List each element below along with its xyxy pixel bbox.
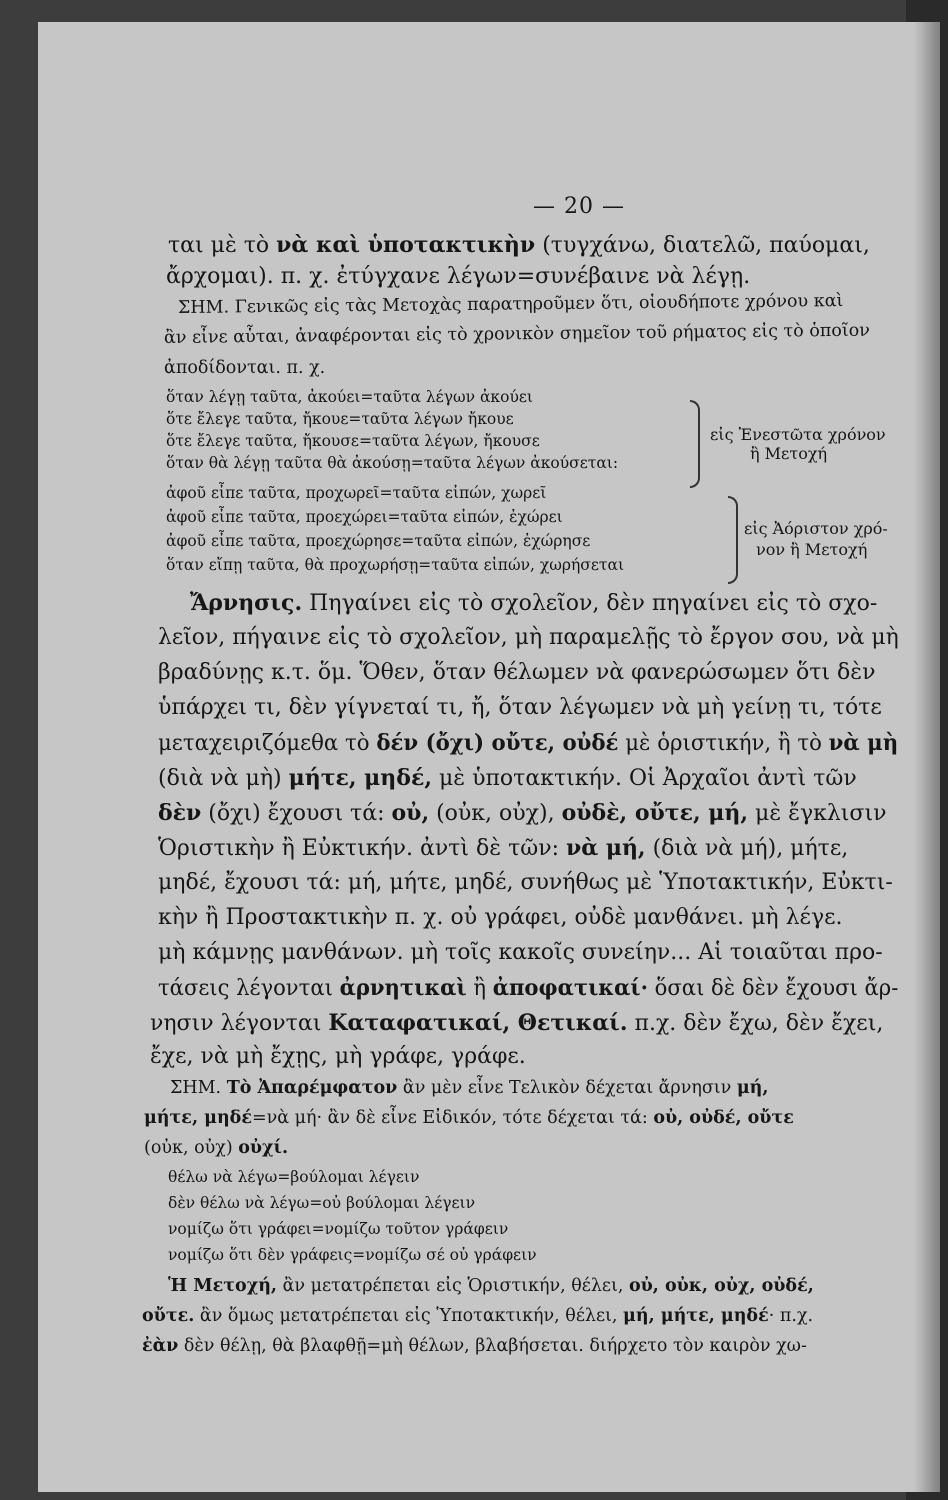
example-line: ὅτε ἔλεγε ταῦτα, ἤκουε=ταῦτα λέγων ἤκουε	[166, 410, 514, 428]
text-line: βραδύνῃς κ.τ. ὅμ. Ὅθεν, ὅταν θέλωμεν νὰ φανερώσωμεν ὅτι δὲν	[158, 660, 876, 685]
section-heading: Ἄρνησις.	[190, 590, 303, 616]
text-line: τάσεις λέγονται ἀρνητικαὶ ἢ ἀποφατικαί· ὅσαι δὲ δὲν ἔχουσι ἄρ-	[158, 975, 899, 1001]
note-line: ΣΗΜ. Γενικῶς εἰς τὰς Μετοχὰς παρατηροῦμεν ὅτι, οἱουδήποτε χρόνου καὶ	[177, 291, 844, 318]
example-line: νομίζω ὅτι γράφει=νομίζω τοῦτον γράφειν	[168, 1220, 509, 1238]
example-line: ἀφοῦ εἶπε ταῦτα, προχωρεῖ=ταῦτα εἰπών, χωρεῖ	[166, 484, 547, 502]
note-line: ΣΗΜ. Τὸ Ἀπαρέμφατον ἂν μὲν εἶνε Τελικὸν δέχεται ἄρνησιν μή,	[170, 1078, 769, 1098]
brace-label: εἰς Ἀόριστον χρό-	[744, 519, 888, 538]
brace-label: εἰς Ἐνεστῶτα χρόνον	[710, 425, 886, 444]
example-line: ὅταν λέγῃ ταῦτα, ἀκούει=ταῦτα λέγων ἀκούει	[166, 388, 533, 406]
example-line: δὲν θέλω νὰ λέγω=οὐ βούλομαι λέγειν	[168, 1194, 476, 1212]
brace	[690, 400, 700, 488]
note-line: οὔτε. ἂν ὅμως μετατρέπεται εἰς Ὑποτακτικήν, θέλει, μή, μήτε, μηδέ· π.χ.	[142, 1306, 814, 1326]
note-line: ἀποδίδονται. π. χ.	[164, 358, 326, 378]
text-line: ὑπάρχει τι, δὲν γίγνεταί τι, ἤ, ὅταν λέγωμεν νὰ μὴ γείνῃ τι, τότε	[158, 695, 882, 720]
text-line: κὴν ἢ Προστακτικὴν π. χ. οὐ γράφει, οὐδὲ μανθάνει. μὴ λέγε.	[158, 905, 843, 930]
example-line: ἀφοῦ εἶπε ταῦτα, προεχώρησε=ταῦτα εἰπών, ἐχώρησε	[166, 532, 591, 550]
text-line: μεταχειριζόμεθα τὸ δέν (ὄχι) οὔτε, οὐδέ μὲ ὁριστικήν, ἢ τὸ νὰ μὴ	[158, 730, 899, 756]
note-line: Ἡ Μετοχή, ἂν μετατρέπεται εἰς Ὁριστικήν, θέλει, οὐ, οὐκ, οὐχ, οὐδέ,	[168, 1276, 814, 1296]
page-edge-shadow	[914, 22, 940, 1492]
example-line: ὅταν θὰ λέγῃ ταῦτα θὰ ἀκούσῃ=ταῦτα λέγων ἀκούσεται:	[166, 454, 619, 472]
text-line: μὴ κάμνῃς μανθάνων. μὴ τοῖς κακοῖς συνείην... Αἱ τοιαῦται προ-	[158, 940, 883, 965]
note-line: (οὐκ, οὐχ) οὐχί.	[144, 1138, 289, 1158]
note-line: ἐὰν δὲν θέλῃ, θὰ βλαφθῇ=μὴ θέλων, βλαβήσεται. διήρχετο τὸν καιρὸν χω-	[142, 1336, 807, 1356]
text-line: ἄρχομαι). π. χ. ἐτύγχανε λέγων=συνέβαινε νὰ λέγῃ.	[166, 264, 751, 289]
text-line: νησιν λέγονται Καταφατικαί, Θετικαί. π.χ. δὲν ἔχω, δὲν ἔχει,	[150, 1010, 884, 1036]
brace	[728, 496, 738, 584]
text-line: Ἄρνησις. Πηγαίνει εἰς τὸ σχολεῖον, δὲν πηγαίνει εἰς τὸ σχο-	[190, 590, 878, 616]
brace-label: νον ἢ Μετοχή	[756, 540, 868, 559]
text-line: (διὰ νὰ μὴ) μήτε, μηδέ, μὲ ὑποτακτικήν. Οἱ Ἀρχαῖοι ἀντὶ τῶν	[158, 765, 857, 791]
page-number: — 20 —	[533, 194, 625, 219]
note-line: μήτε, μηδέ=νὰ μή· ἂν δὲ εἶνε Εἰδικόν, τότε δέχεται τά: οὐ, οὐδέ, οὔτε	[144, 1108, 794, 1128]
text-line: δὲν (ὄχι) ἔχουσι τά: οὐ, (οὐκ, οὐχ), οὐδὲ, οὔτε, μή, μὲ ἔγκλισιν	[158, 800, 887, 826]
note-line: ἂν εἶνε αὗται, ἀναφέρονται εἰς τὸ χρονικὸν σημεῖον τοῦ ρήματος εἰς τὸ ὁποῖον	[163, 320, 870, 348]
example-line: ὅταν εἴπῃ ταῦτα, θὰ προχωρήσῃ=ταῦτα εἰπών, χωρήσεται	[166, 556, 625, 574]
example-line: νομίζω ὅτι δὲν γράφεις=νομίζω σέ οὐ γράφειν	[168, 1246, 537, 1264]
brace-label: ἢ Μετοχή	[750, 444, 828, 463]
example-line: θέλω νὰ λέγω=βούλομαι λέγειν	[168, 1168, 420, 1186]
text-line: ται μὲ τὸ νὰ καὶ ὑποτακτικὴν (τυγχάνω, διατελῶ, παύομαι,	[168, 232, 870, 258]
text-line: ἔχε, νὰ μὴ ἔχῃς, μὴ γράφε, γράφε.	[150, 1044, 526, 1069]
example-line: ἀφοῦ εἶπε ταῦτα, προεχώρει=ταῦτα εἰπών, ἐχώρει	[166, 508, 563, 526]
example-line: ὅτε ἔλεγε ταῦτα, ἤκουσε=ταῦτα λέγων, ἤκουσε	[166, 432, 540, 450]
text-line: μηδέ, ἔχουσι τά: μή, μήτε, μηδέ, συνήθως μὲ Ὑποτακτικήν, Εὐκτι-	[158, 870, 893, 895]
book-page	[38, 22, 940, 1492]
text-line: λεῖον, πήγαινε εἰς τὸ σχολεῖον, μὴ παραμελῇς τὸ ἔργον σου, νὰ μὴ	[158, 625, 899, 650]
text-line: Ὁριστικὴν ἢ Εὐκτικήν. ἀντὶ δὲ τῶν: νὰ μή, (διὰ νὰ μή), μήτε,	[158, 835, 849, 861]
